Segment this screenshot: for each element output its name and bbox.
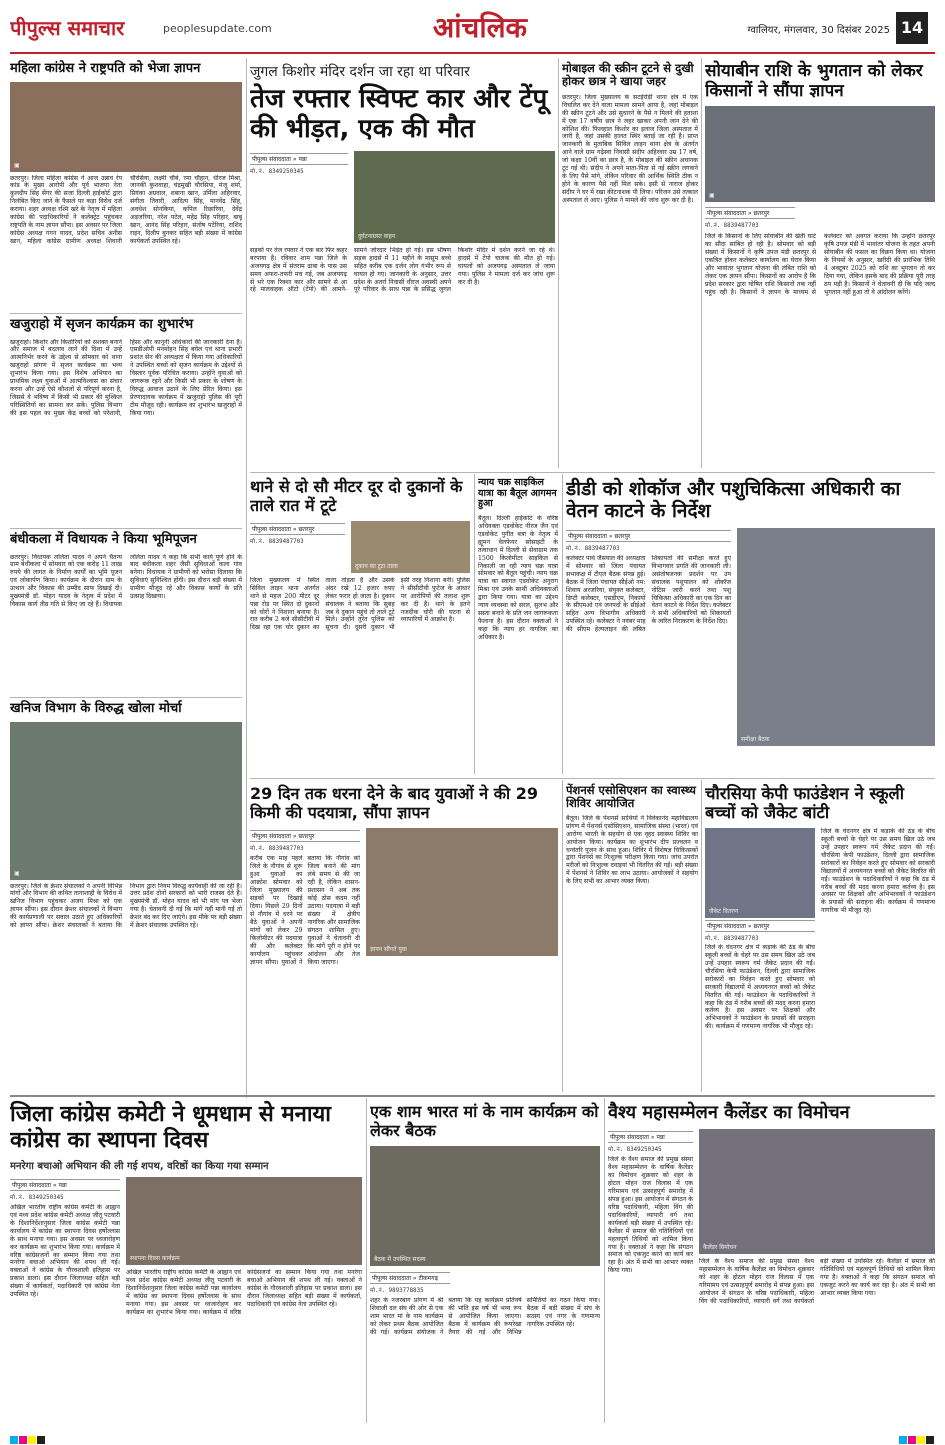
- divider: [10, 697, 242, 698]
- byline: पीपुल्स संवाददाता » छतरपुर: [705, 920, 815, 932]
- column-divider: [562, 474, 563, 774]
- color-swatches-right: [899, 1429, 935, 1445]
- article-dd-showcause: [566, 476, 935, 774]
- article-photo: [366, 828, 558, 956]
- article-photo: [705, 828, 815, 918]
- article-body: बैतूल। दिल्ली हाईकोर्ट के वरिष्ठ अधिवक्ता एडवोकेट नीरज जैन एवं एडवोकेट पुनीत बत्रा के नेतृत्व में ह्यूमन वेलफेयर सोसाइटी के तत्वाधान में दिल्ली से सेवाग्राम तक 1500 किलोमीटर साइकिल से निकाली जा रही न्याय चक्र यात्रा सोमवार को बैतूल पहुंची। न्याय चक्र यात्रा का स्वागत एडवोकेट अनुराग मिश्रा एवं उनके साथी अधिवक्ताओं द्वारा किया गया। यात्रा का उद्देश्य न्याय व्यवस्था को सरल, सुलभ और सस्ता बनाने के प्रति जन जागरूकता फैलाना है। इस दौरान वक्ताओं ने कहा कि न्याय हर नागरिक का अधिकार है।: [478, 514, 558, 641]
- headline: न्याय चक्र साइकिल यात्रा का बैतूल आगमन हुआ: [478, 477, 557, 510]
- byline: पीपुल्स संवाददाता » पन्ना: [608, 1131, 693, 1143]
- article-body: जिले के वैश्य समाज की प्रमुख संस्था वैश्य महासम्मेलन के वार्षिक कैलेंडर का विमोचन शुक्रवार को शहर के होटल मोहन राज विलास में एक गरिमामय एवं उत्साहपूर्ण समारोह में संपन्न हुआ। इस आयोजन में संगठन के वरिष्ठ पदाधिकारी, महिला विंग की पदाधिकारियों, व्यापारी वर्ग तथा कार्यकर्ता बड़ी संख्या में उपस्थित रहे। कैलेंडर में समाज की गतिविधियों एवं महत्वपूर्ण तिथियों को शामिल किया गया है। वक्ताओं ने कहा कि संगठन समाज को एकजुट करने का कार्य कर रहा है। अंत में सभी का आभार व्यक्त किया गया।: [608, 1156, 693, 1275]
- article-body-part: जिले के चंदनगर क्षेत्र में कड़ाके की ठंड के बीच स्कूली बच्चों के चेहरे पर उस समय खिल उठे जब उन्हें उपहार स्वरूप गर्म जैकेट प्रदान की गईं। चौरसिया केपी फाउंडेशन, दिल्ली द्वारा सामाजिक सरोकारों का निर्वहन करते हुए सोमवार को सरकारी विद्यालयों में अध्ययनरत बच्चों को जैकेट वितरित की गईं। फाउंडेशन के पदाधिकारियों ने कहा कि ठंड में गरीब बच्चों की मदद करना हमारा कर्तव्य है। इस अवसर पर शिक्षकों और अभिभावकों ने फाउंडेशन के प्रयासों की सराहना की। कार्यक्रम में गणमान्य नागरिक भी मौजूद रहे।: [705, 943, 815, 1031]
- headline: बंधीकला में विधायक ने किया भूमिपूजन: [10, 532, 197, 547]
- article-body: करीब एक माह पहले जिले के नौगांव से शुरू हुआ युवाओं का आक्रोश सोमवार को जिला मुख्यालय की सड़कों पर दिखाई दिया। पिछले 29 दिनों से नौगांव में धरने पर बैठे युवाओं ने अपनी मांगों को लेकर 29 किलोमीटर की पदयात्रा की और कलेक्टर कार्यालय पहुंचकर ज्ञापन सौंपा। युवाओं ने बताया कि नौगांव को जिला बनाने की मांग लंबे समय से की जा रही है, लेकिन शासन-प्रशासन ने अब तक कोई ठोस कदम नहीं उठाया। पदयात्रा में बड़ी संख्या में क्षेत्रीय नागरिक और सामाजिक संगठन शामिल हुए। युवाओं ने चेतावनी दी कि मांगें पूरी न होने पर आंदोलन और तेज किया जाएगा।: [250, 855, 360, 966]
- byline: पीपुल्स संवाददाता » पन्ना: [250, 153, 348, 165]
- column-divider: [701, 780, 702, 1092]
- kicker: जुगल किशोर मंदिर दर्शन जा रहा था परिवार: [250, 64, 470, 80]
- mobile-number: मो.नं. 9893778835: [370, 1288, 424, 1295]
- headline: थाने से दो सौ मीटर दूर दो दुकानों के ताले रात में टूटे: [250, 477, 463, 515]
- headline: वैश्य महासम्मेलन कैलेंडर का विमोचन: [608, 1102, 850, 1123]
- headline: एक शाम भारत मां के नाम कार्यक्रम को लेकर बैठक: [370, 1102, 599, 1141]
- mobile-number: मो.नं. 8839487703: [250, 538, 304, 545]
- photo-caption: समीक्षा बैठक: [741, 735, 770, 743]
- mobile-number: मो.नं. 8839487703: [566, 545, 620, 552]
- photo-caption: कैलेंडर विमोचन: [703, 1244, 737, 1252]
- article-vaishya-calendar: [608, 1100, 935, 1425]
- divider: [250, 472, 935, 473]
- article-body: कलेक्टर पार्थ जैसवाल की अध्यक्षता में सोमवार को जिला पंचायत सभाकक्ष में टीएल बैठक संपन्न हुई। बैठक में जिला पंचायत सीईओ नम: शिवाय अरजरिया, संयुक्त कलेक्टर, डिप्टी कलेक्टर, एसडीएम, निकायों के सीएमओ एवं जनपदों के सीईओ सहित अन्य विभागीय अधिकारी उपस्थित रहे। कलेक्टर ने नवंबर माह की सीएम हेल्पलाइन की लंबित शिकायतों की समीक्षा करते हुए विभागवार प्रगति की जानकारी ली। असंतोषजनक प्रदर्शन पर उप संचालक पशुपालन को शोकॉज नोटिस जारी करने तथा पशु चिकित्सा अधिकारी का एक दिन का वेतन काटने के निर्देश दिए। कलेक्टर ने सभी अधिकारियों को शिकायतों के त्वरित निराकरण के निर्देश दिए।: [566, 554, 731, 634]
- article-khajuraho-srijan: [10, 316, 242, 526]
- photo-caption-icon: ▣: [709, 192, 715, 200]
- article-body: छतरपुर। जिला महिला कांग्रेस ने आज उन्नाव रेप कांड के मुख्य आरोपी और पूर्व भाजपा नेता कुलदीप सिंह सेंगर की सजा दिल्ली हाईकोर्ट द्वारा निलंबित किए जाने के फैसले पर कड़ा विरोध दर्ज कराया। शहर अध्यक्ष रश्मि खरे के नेतृत्व में महिला कांग्रेस की पदाधिकारियों ने कलेक्ट्रेट पहुंचकर राष्ट्रपति के नाम ज्ञापन सौंपा। इस अवसर पर जिला कांग्रेस अध्यक्ष गगन यादव, प्रदेश सचिव अनीस खान, महिला कांग्रेस ग्रामीण अध्यक्ष शिवानी चौरसिया, लक्ष्मी चौबे, रमा चौहान, धीरज मिश्रा, जानकी कुशवाहा, चंद्रमुखी चौरसिया, मंजू शर्मा, प्रियंका अग्रवाल, शबाना खान, उर्मिला अहिरवार, संगीता तिवारी, आदित्य सिंह, मानवेंद्र सिंह, अवधेश सोनकिया, कपिल रिछारिया, देवेंद्र अड़जरिया, नरेश पटेल, महेंद्र सिंह परिहार, बाबू खान, आनंद सिंह परिहार, संतोष पटेरिया, राशिद राइन, दिलीप बुनकर सहित बड़ी संख्या में कांग्रेस कार्यकर्ता उपस्थित रहे।: [10, 174, 242, 246]
- article-body: जिले के चंदनगर क्षेत्र में कड़ाके की ठंड के बीच स्कूली बच्चों के चेहरे पर उस समय खिल उठे जब उन्हें उपहार स्वरूप गर्म जैकेट प्रदान की गईं। चौरसिया केपी फाउंडेशन, दिल्ली द्वारा सामाजिक सरोकारों का निर्वहन करते हुए सोमवार को सरकारी विद्यालयों में अध्ययनरत बच्चों को जैकेट वितरित की गईं। फाउंडेशन के पदाधिकारियों ने कहा कि ठंड में गरीब बच्चों की मदद करना हमारा कर्तव्य है। इस अवसर पर शिक्षकों और अभिभावकों ने फाउंडेशन के प्रयासों की सराहना की। कार्यक्रम में गणमान्य नागरिक भी मौजूद रहे।: [821, 827, 935, 915]
- column-divider: [558, 58, 559, 468]
- column-divider: [562, 780, 563, 1092]
- photo-caption: ज्ञापन सौंपते युवा: [370, 946, 407, 954]
- article-body: बैतूल। जिले के पेंशनर्स साथियों ने विवेकानंद महाविद्यालय प्रांगण में पेंशनर्स एसोसिएशन, सामाजिक संस्था (भारत) एवं आरोग्य भारती के सहयोग से एक वृहद स्वास्थ्य शिविर का आयोजन किया। कार्यक्रम का शुभारंभ दीप प्रज्वलन व धन्वंतरि पूजन के साथ हुआ। शिविर में विशेषज्ञ चिकित्सकों द्वारा पेंशनर्स का निःशुल्क परीक्षण किया गया। जांच उपरांत मरीजों को निःशुल्क दवाइयां भी वितरित की गईं। बड़ी संख्या में पेंशनर्स ने शिविर का लाभ उठाया। आयोजकों ने सहयोग के लिए सभी का आभार व्यक्त किया।: [566, 814, 698, 886]
- article-bharat-maa-meeting: [370, 1100, 600, 1425]
- photo-caption: दुर्घटनाग्रस्त वाहन: [358, 232, 396, 240]
- article-body: छतरपुर। विधायक ललिता यादव ने अपने चैतन्य ग्राम बंधीकला में सोमवार को एक करोड़ 11 लाख रुपये की लागत के निर्माण कार्यों का भूमि पूजन एवं लोकार्पण किया। कार्यक्रम के दौरान ग्राम के उत्थान और विकास की उम्मीद साफ दिखाई दी। मुख्यमंत्री डॉ. मोहन यादव के नेतृत्व में प्रदेश में विकास कार्य तीव्र गति से किए जा रहे हैं। विधायक ललिता यादव ने कहा कि सभी कार्य पूर्ण होने के बाद बंधीकला शहर जैसी सुविधाओं वाला गांव बनेगा। विधायक ने ग्रामीणों को भरोसा दिलाया कि सुविधाएं सुनिश्चित होंगी। इस दौरान बड़ी संख्या में ग्रामीण मौजूद रहे और विकास कार्यों के प्रति उत्साह दिखाया।: [10, 553, 242, 609]
- article-photo: [10, 722, 242, 880]
- column-divider: [474, 474, 475, 774]
- mobile-number: मो.नं. 8349250345: [10, 1194, 64, 1201]
- article-congress-foundation-day: [10, 1100, 362, 1425]
- mobile-number: मो.नं. 8349250345: [250, 168, 304, 175]
- headline: चौरसिया केपी फाउंडेशन ने स्कूली बच्चों को जैकेट बांटी: [705, 784, 905, 823]
- mobile-number: मो.नं. 8839487703: [705, 223, 759, 230]
- column-divider: [366, 1098, 367, 1423]
- headline: खनिज विभाग के विरुद्ध खोला मोर्चा: [10, 701, 182, 716]
- article-photo: [351, 521, 470, 573]
- article-body: जिला मुख्यालय में स्थित सिविल लाइन थाना अंतर्गत थाने से महज 200 मीटर दूर पन्ना रोड पर स्थित दो दुकानों को चोरों ने निशाना बनाया है। रात करीब 2 बजे सीसीटीवी में दिख रहा एक चोर दुकान का ताला तोड़ता है और उसके अंदर रखे 12 हजार रुपए लेकर फरार हो जाता है। दुकान संचालक ने बताया कि सुबह जब वे दुकान पहुंचे तो ताले टूटे मिले। उन्होंने तुरंत पुलिस को सूचना दी। दूसरी दुकान भी इसी तरह निशाना बनी। पुलिस ने सीसीटीवी फुटेज के आधार पर आरोपियों की तलाश शुरू कर दी है। थाने के इतने नजदीक चोरी की घटना से व्यापारियों में आक्रोश है।: [250, 576, 470, 632]
- masthead-rule: [10, 52, 935, 54]
- photo-caption: स्थापना दिवस कार्यक्रम: [130, 1254, 180, 1262]
- article-pensioners-camp: [566, 782, 698, 1092]
- mobile-number: मो.नं. 8349250345: [608, 1147, 662, 1154]
- article-mahila-congress: [10, 60, 242, 312]
- article-29-days-protest: [250, 782, 558, 1092]
- article-body: सड़कों पर तेज रफ्तार ने एक बार फिर कहर बरपाया है। रविवार शाम पन्ना जिले के अजयगढ़ क्षेत्र में संतराम ढाबा के पास उस समय अफरा-तफरी मच गई, जब अजयगढ़ से भरे एक रिक्शा कार और सामने से आ रहे मालवाहक ऑटो (टेंपो) की आमने-सामने जोरदार भिड़ंत हो गई। इस भीषण सड़क हादसे में 11 महीने के मासूम बच्चे सहित करीब एक दर्जन लोग गंभीर रूप से घायल हो गए। जानकारी के अनुसार, उत्तर प्रदेश के अतर्रा निवासी धीरज अवस्थी अपने पूरे परिवार के साथ पन्ना के प्रसिद्ध जुगल किशोर मंदिर में दर्शन करने जा रहे थे। हादसे में टेंपो चालक की मौत हो गई। घायलों को अजयगढ़ अस्पताल ले जाया गया। पुलिस ने मामला दर्ज कर जांच शुरू कर दी है।: [250, 246, 555, 294]
- article-soybean-payment: [705, 60, 935, 468]
- photo-caption-icon: ▣: [14, 869, 20, 877]
- subhead: मनरेगा बचाओ अभियान की ली गई शपथ, वरिष्ठों का किया गया सम्मान: [10, 1160, 269, 1172]
- photo-caption: दुकान का टूटा ताला: [355, 562, 398, 570]
- headline: जिला कांग्रेस कमेटी ने धूमधाम से मनाया कांग्रेस का स्थापना दिवस: [10, 1102, 331, 1153]
- article-body: जिले के किसानों के लिए सोयाबीन की खेती घाटे का सौदा साबित हो रही है। सोमवार को बड़ी संख्या में किसानों ने कृषि उपज मंडी छतरपुर से एकत्रित होकर कलेक्टर कार्यालय का घेराव किया और भावांतर भुगतान योजना की लंबित राशि को लेकर एक ज्ञापन सौंपा। किसानों का आरोप है कि प्रदेश सरकार द्वारा घोषित राशि किसानों तक नहीं पहुंच रही है। किसानों ने ज्ञापन के माध्यम से कलेक्टर को अवगत कराया कि उन्होंने छतरपुर कृषि उपज मंडी में भावांतर योजना के तहत अपनी सोयाबीन की फसल का विक्रय किया था। योजना के नियमों के अनुसार, खरीदी की प्रारंभिक तिथि 4 अक्टूबर 2025 को राशि का भुगतान तो कर दिया गया, लेकिन इसके बाद की प्रक्रिया पूरी तरह ठप पड़ी है। किसानों ने चेतावनी दी कि यदि जल्द भुगतान नहीं हुआ तो वे आंदोलन करेंगे।: [705, 233, 935, 296]
- print-registration-strip: [0, 1431, 945, 1445]
- divider: [10, 313, 242, 314]
- headline: पेंशनर्स एसोसिएशन का स्वास्थ्य शिविर आयोजित: [566, 783, 696, 810]
- article-body: छतरपुर। जिले के क्रेशर संचालकों ने अपनी विभिन्न मांगों और विभाग की कथित तानाशाही के विरोध में खनिज विभाग पहुंचकर अजय मिश्रा को एक ज्ञापन सौंपा। इस दौरान क्रेशर संचालकों ने विभाग की कार्यप्रणाली पर सवाल उठाते हुए अधिकारियों को ज्ञापन सौंपा। क्रेशर संचालकों ने बताया कि विभाग द्वारा नियम विरुद्ध कार्यवाही की जा रही है। उत्तर प्रदेश दोनों सरकारों को भारी राजस्व देते हैं। मुख्यमंत्री डॉ. मोहन यादव को भी मांग पत्र भेजा गया है। चेतावनी दी गई कि मांगें नहीं मानी गईं तो क्रेशर बंद कर दिए जाएंगे। इस मौके पर बड़ी संख्या में क्रेशर संचालक उपस्थित रहे।: [10, 882, 242, 930]
- byline: पीपुल्स संवाददाता » छतरपुर: [250, 830, 360, 842]
- byline: पीपुल्स संवाददाता » छतरपुर: [705, 207, 795, 219]
- color-swatches-left: [10, 1429, 46, 1445]
- article-photo: [699, 1129, 935, 1254]
- photo-caption: जैकेट वितरण: [709, 907, 739, 915]
- byline: पीपुल्स संवाददाता » छतरपुर: [566, 530, 731, 542]
- column-divider: [246, 58, 247, 1098]
- article-body: अखिल भारतीय राष्ट्रीय कांग्रेस कमेटी के आह्वान एवं मध्य प्रदेश कांग्रेस कमेटी अध्यक्ष जीतू पटवारी के दिशानिर्देशानुसार जिला कांग्रेस कमेटी पन्ना कार्यालय में कांग्रेस का स्थापना दिवस हर्षोल्लास के साथ मनाया गया। इस अवसर पर ध्वजारोहण कर कार्यक्रम का शुभारंभ किया गया। कार्यक्रम में वरिष्ठ कांग्रेसजनों का सम्मान किया गया तथा मनरेगा बचाओ अभियान की शपथ ली गई। वक्ताओं ने कांग्रेस के गौरवशाली इतिहास पर प्रकाश डाला। इस दौरान जिलाध्यक्ष सहित बड़ी संख्या में कार्यकर्ता, पदाधिकारी एवं कांग्रेस नेता उपस्थित रहे।: [10, 1203, 120, 1299]
- mobile-number: मो.नं. 8839487703: [705, 935, 759, 942]
- headline: तेज रफ्तार स्विफ्ट कार और टेंपू की भीड़त, एक की मौत: [250, 84, 548, 144]
- photo-caption-icon: ▣: [14, 161, 20, 169]
- website-link[interactable]: peoplesupdate.com: [163, 22, 272, 35]
- byline: पीपुल्स संवाददाता » पन्ना: [10, 1179, 120, 1191]
- divider: [10, 528, 242, 529]
- article-body: छतरपुर। जिला मुख्यालय के सटईरोड़ी थाना क्षेत्र में एक विचलित कर देने वाला मामला सामने आया है, जहां मोबाइल की स्क्रीन टूटने और उसे सुधारने के पैसे न मिलने की हताशा में एक 17 वर्षीय छात्र ने जहर खाकर अपनी जान देने की कोशिश की। फिलहाल किशोर का इलाज जिला अस्पताल में जारी है, जहां उसकी हालत स्थिर बताई जा रही है। प्राप्त जानकारी के मुताबिक सिविल लाइन थाना क्षेत्र के अंतर्गत आने वाले ग्राम गढ़ेस्वा निवासी संदीप अहिरवार उम्र 17 वर्ष, जो कक्षा 10वीं का छात्र है, के मोबाइल की स्क्रीन अचानक टूट गई थी। संदीप ने अपने माता-पिता से नई स्क्रीन लगवाने के लिए पैसे मांगे, लेकिन परिवार की आर्थिक स्थिति ठीक न होने के कारण पैसे नहीं मिल सके। इसी से नाराज होकर संदीप ने घर में रखा कीटनाशक पी लिया। परिजन उसे तत्काल अस्पताल ले आए। पुलिस ने मामले की जांच शुरू कर दी है।: [562, 93, 698, 204]
- masthead: [0, 0, 945, 58]
- article-photo: [737, 528, 935, 746]
- headline: सोयाबीन राशि के भुगतान को लेकर किसानों ने सौंपा ज्ञापन: [705, 61, 923, 101]
- article-mobile-screen: [562, 60, 698, 470]
- article-shop-theft: [250, 476, 470, 776]
- article-body-continued: जिले के वैश्य समाज की प्रमुख संस्था वैश्य महासम्मेलन के वार्षिक कैलेंडर का विमोचन शुक्रवार को शहर के होटल मोहन राज विलास में एक गरिमामय एवं उत्साहपूर्ण समारोह में संपन्न हुआ। इस आयोजन में संगठन के वरिष्ठ पदाधिकारी, महिला विंग की पदाधिकारियों, व्यापारी वर्ग तथा कार्यकर्ता बड़ी संख्या में उपस्थित रहे। कैलेंडर में समाज की गतिविधियों एवं महत्वपूर्ण तिथियों को शामिल किया गया है। वक्ताओं ने कहा कि संगठन समाज को एकजुट करने का कार्य कर रहा है। अंत में सभी का आभार व्यक्त किया गया।: [699, 1258, 935, 1305]
- brand-logo: पीपुल्स समाचार: [10, 16, 125, 40]
- headline: मोबाइल की स्क्रीन टूटने से दुखी होकर छात्र ने खाया जहर: [562, 61, 694, 88]
- photo-caption: बैठक में उपस्थित सदस्य: [374, 1256, 426, 1264]
- headline: 29 दिन तक धरना देने के बाद युवाओं ने की 29 किमी की पदयात्रा, सौंपा ज्ञापन: [250, 784, 538, 823]
- byline: पीपुल्स संवाददाता » टीकमगढ़: [370, 1272, 450, 1284]
- article-photo: [126, 1177, 362, 1265]
- byline: पीपुल्स संवाददाता » छतरपुर: [250, 523, 345, 535]
- article-khanij-vibhag: [10, 700, 242, 1090]
- headline: डीडी को शोकॉज और पशुचिकित्सा अधिकारी का वेतन काटने के निर्देश: [566, 478, 901, 523]
- article-bandhikala: [10, 531, 242, 696]
- column-divider: [701, 58, 702, 468]
- mobile-number: मो.नं. 8839487703: [250, 846, 304, 853]
- article-photo: [370, 1146, 600, 1266]
- article-photo: [10, 82, 242, 172]
- divider: [10, 1095, 935, 1097]
- column-divider: [604, 1098, 605, 1423]
- article-body: शहर के नजरबाग प्रांगण में श्री शिवाजी दल संघ की ओर से एक शाम भारत मां के नाम कार्यक्रम को लेकर प्रथम बैठक आयोजित की गई। कार्यक्रम संयोजक ने बताया कि यह कार्यक्रम प्रतिवर्ष की भांति इस वर्ष भी भव्य रूप से आयोजित किया जाएगा। बैठक में कार्यक्रम की रूपरेखा तैयार की गई और विभिन्न समितियों का गठन किया गया। बैठक में बड़ी संख्या में संघ के सदस्य एवं नगर के गणमान्य नागरिक उपस्थित रहे।: [370, 1297, 600, 1337]
- article-body-continued: अखिल भारतीय राष्ट्रीय कांग्रेस कमेटी के आह्वान एवं मध्य प्रदेश कांग्रेस कमेटी अध्यक्ष जीतू पटवारी के दिशानिर्देशानुसार जिला कांग्रेस कमेटी पन्ना कार्यालय में कांग्रेस का स्थापना दिवस हर्षोल्लास के साथ मनाया गया। इस अवसर पर ध्वजारोहण कर कार्यक्रम का शुभारंभ किया गया। कार्यक्रम में वरिष्ठ कांग्रेसजनों का सम्मान किया गया तथा मनरेगा बचाओ अभियान की शपथ ली गई। वक्ताओं ने कांग्रेस के गौरवशाली इतिहास पर प्रकाश डाला। इस दौरान जिलाध्यक्ष सहित बड़ी संख्या में कार्यकर्ता, पदाधिकारी एवं कांग्रेस नेता उपस्थित रहे।: [126, 1268, 362, 1316]
- divider: [250, 778, 935, 779]
- page-number: 14: [896, 12, 928, 44]
- article-body: खजुराहो। किशोर और किशोरियों को सशक्त बनाने और समाज में बदलाव लाने की दिशा में उन्हें आत्मनिर्भर करने के उद्देश्य से सोमवार को थाना खजुराहो प्रांगण में सृजन कार्यक्रम का भव्य शुभारंभ किया गया। इस विशेष अभियान का प्राथमिक लक्ष्य युवाओं में आत्मविश्वास का संचार करना और उन्हें ऐसे कौशलों से परिपूर्ण करना है, जिससे वे भविष्य में किसी भी प्रकार की मुश्किल परिस्थितियों का सामना कर सकें। पुलिस विभाग की इस पहल का मुख्य केंद्र बच्चों को परेशानी, हिंसा और कानूनी अधिकारों की जानकारी देना है। एसडीओपी मनमोहन सिंह बघेल एवं थाना प्रभारी प्रशांत सेन की अध्यक्षता में किया गया अधिकारियों ने उपस्थित बच्चों को सृजन कार्यक्रम के उद्देश्यों से विस्तार पूर्वक परिचित कराया। उन्होंने युवाओं को जागरूक रहने और किसी भी प्रकार के शोषण के विरुद्ध आवाज उठाने के लिए प्रेरित किया। इस प्रेरणादायक कार्यक्रम में खजुराहो पुलिस की पूरी टीम मौजूद रही। कार्यक्रम का शुभारंभ खजुराहो में किया गया।: [10, 338, 242, 417]
- headline: खजुराहो में सृजन कार्यक्रम का शुभारंभ: [10, 317, 194, 332]
- section-title: आंचलिक: [432, 11, 528, 44]
- article-photo: [705, 106, 935, 202]
- article-chaurasia-jackets: [705, 782, 935, 1092]
- article-photo: [354, 151, 555, 243]
- article-nyay-chakra: [478, 476, 558, 774]
- headline: महिला कांग्रेस ने राष्ट्रपति को भेजा ज्ञापन: [10, 61, 201, 76]
- article-swift-car-accident: [250, 60, 555, 472]
- dateline: ग्वालियर, मंगलवार, 30 दिसंबर 2025: [747, 25, 890, 36]
